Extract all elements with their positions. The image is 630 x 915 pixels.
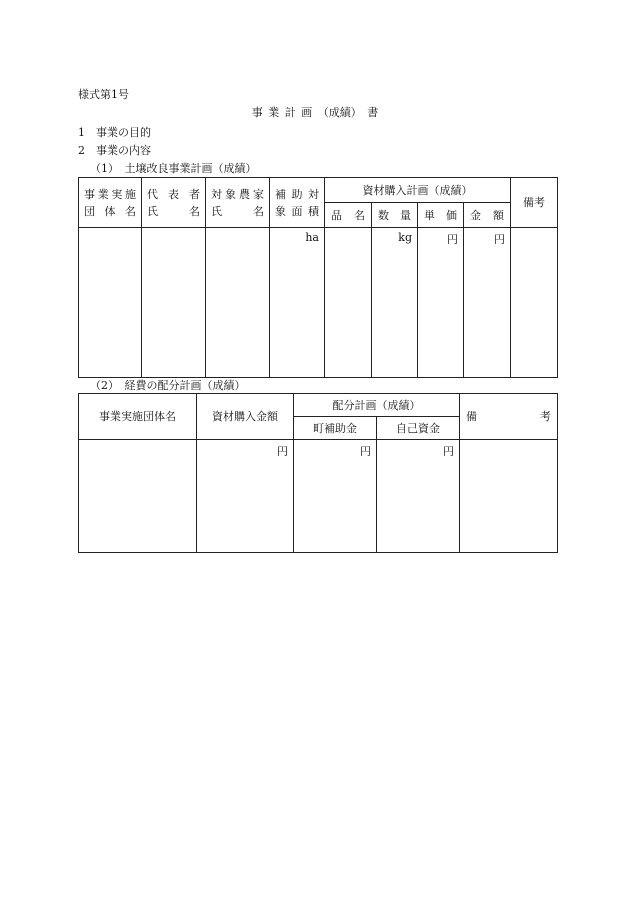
cell-own-funds-unit: 円: [377, 440, 460, 553]
header-amount: 金 額: [464, 203, 511, 228]
cell-item-name: [325, 228, 372, 378]
cell-town-subsidy-unit: 円: [294, 440, 377, 553]
table2-body-row: [79, 440, 558, 553]
document-title: 事 業 計 画 （成績） 書: [251, 106, 379, 119]
header-org-name: 事業実施 団 体 名: [79, 178, 142, 228]
soil-improvement-plan-table: [78, 177, 558, 378]
cell-remarks: [511, 228, 558, 378]
header-quantity: 数 量: [372, 203, 418, 228]
expense-allocation-table: [78, 393, 558, 553]
header-remarks: 備考: [511, 178, 558, 228]
table1-body-row: [79, 228, 558, 378]
header-subsidy-area: 補助対 象面積: [270, 178, 325, 228]
header-town-subsidy: 町補助金: [294, 417, 377, 440]
header-representative: 代 表 者 氏 名: [142, 178, 206, 228]
header-org-name-2: 事業実施団体名: [79, 394, 197, 440]
cell-quantity-unit: kg: [372, 228, 418, 378]
cell-representative: [142, 228, 206, 378]
cell-unit-price-unit: 円: [418, 228, 464, 378]
cell-remarks-2: [460, 440, 558, 553]
cell-target-farmer: [206, 228, 270, 378]
table2-caption: （2） 経費の配分計画（成績）: [90, 379, 246, 392]
section-1-purpose: 1 事業の目的: [78, 126, 151, 139]
table1-caption: （1） 土壌改良事業計画（成績）: [90, 162, 257, 175]
header-item-name: 品 名: [325, 203, 372, 228]
header-own-funds: 自己資金: [377, 417, 460, 440]
header-allocation-plan: 配分計画（成績）: [294, 394, 460, 417]
header-purchase-amount: 資材購入金額: [197, 394, 294, 440]
cell-purchase-amount-unit: 円: [197, 440, 294, 553]
cell-org-name-2: [79, 440, 197, 553]
section-2-content: 2 事業の内容: [78, 144, 151, 157]
header-remarks-2: 備 考: [460, 394, 558, 440]
cell-org-name: [79, 228, 142, 378]
cell-amount-unit: 円: [464, 228, 511, 378]
header-unit-price: 単 価: [418, 203, 464, 228]
form-number: 様式第1号: [78, 88, 129, 101]
cell-area-unit: ha: [270, 228, 325, 378]
header-material-purchase-plan: 資材購入計画（成績）: [325, 178, 511, 203]
header-target-farmer: 対象農家 氏 名: [206, 178, 270, 228]
